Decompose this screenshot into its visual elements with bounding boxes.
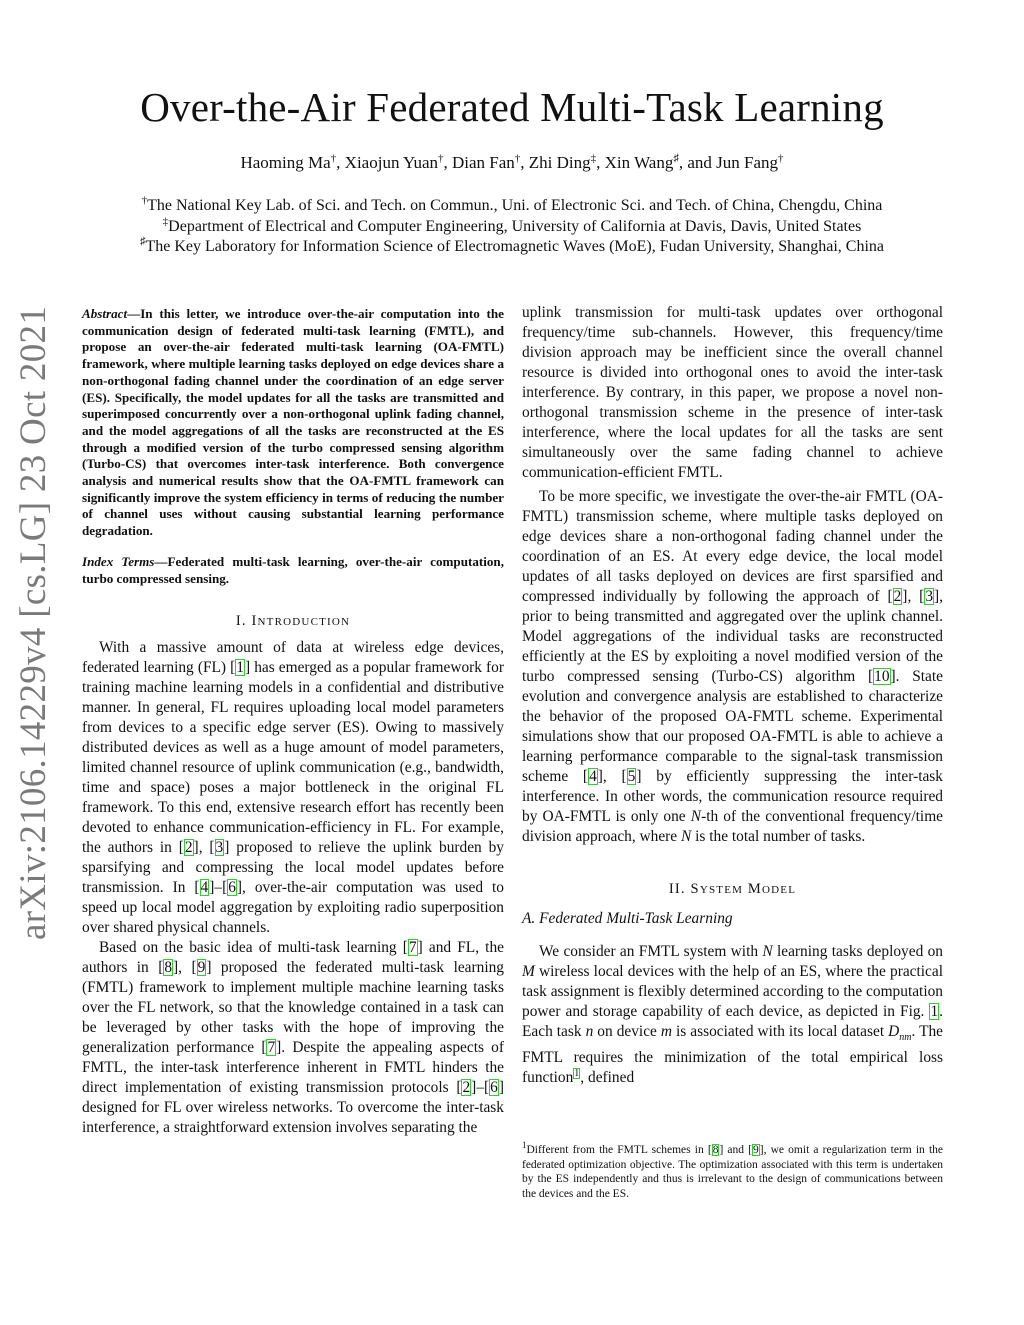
- affiliation: [0, 196, 1024, 217]
- paragraph: We consider an FMTL system with N learning tasks deployed on M wireless local devices with the help of an ES, where the practical task assignment is flexibly determined according to the computation power and storage capability of each device, as depicted in Fig. 1. Each task n on device m is associated with its local dataset $D_{nm}$. The FMTL requires the minimization of the total empirical loss function$^1$, defined: [522, 943, 944, 1087]
- citation-link[interactable]: 6: [490, 1079, 498, 1097]
- abstract-label: Abstract: [82, 306, 128, 321]
- paragraph: Based on the basic idea of multi-task learning [7] and FL, the authors in [8], [9] proposed the federated multi-task learning (FMTL) framework to implement multiple machine learning tasks over the FL network, so that the knowledge contained in a task can be leveraged by other tasks with the hope of improving the generalization performance [7]. Despite the appealing aspects of FMTL, the inter-task interference inherent in FMTL hinders the direct implementation of existing transmission protocols [2]–[6] designed for FL over wireless networks. To overcome the inter-task interference, a straightforward extension involves separating the: [82, 939, 504, 1137]
- footnote-link[interactable]: 1: [574, 1067, 580, 1079]
- conjunction: and: [687, 153, 712, 172]
- affiliations: [0, 196, 1024, 258]
- left-column: [82, 306, 504, 1138]
- affiliation: [0, 217, 1024, 238]
- affil-mark: ‡: [590, 152, 597, 165]
- footnote-mark: 1: [522, 1140, 527, 1151]
- paragraph: To be more specific, we investigate the over-the-air FMTL (OA-FMTL) transmission scheme, where multiple tasks deployed on edge devices share a non-orthogonal fading channel under the coordination of an ES. At every edge device, the local model updates of all tasks deployed on devices are first sparsified and compressed individually by following the approach of [2], [3], prior to being transmitted and aggregated over the uplink channel. Model aggregations of the individual tasks are reconstructed efficiently at the ES by exploiting a novel modified version of the turbo compressed sensing (Turbo-CS) algorithm [10]. State evolution and convergence analysis are established to characterize the behavior of the proposed OA-FMTL scheme. Experimental simulations show that our proposed OA-FMTL is able to achieve a learning performance comparable to the signal-task transmission scheme [4], [5] by efficiently suppressing the inter-task interference. In other words, the communication resource required by OA-FMTL is only one N-th of the conventional frequency/time division approach, where N is the total number of tasks.: [522, 488, 944, 845]
- affiliation-text: The National Key Lab. of Sci. and Tech. on Commun., Uni. of Electronic Sci. and Tech. of China, Chengdu, China: [147, 197, 883, 214]
- affiliation-text: The Key Laboratory for Information Science of Electromagnetic Waves (MoE), Fudan University, Shanghai, China: [145, 238, 884, 255]
- affil-mark: †: [330, 152, 337, 165]
- author-list: Haoming Ma†, Xiaojun Yuan†, Dian Fan†, Zhi Ding‡, Xin Wang♯, and Jun Fang†: [240, 152, 784, 172]
- section-heading-system-model: II. SYSTEM MODEL: [668, 881, 797, 897]
- citation-link[interactable]: 4: [200, 879, 209, 897]
- author: Xiaojun Yuan: [344, 153, 438, 172]
- author: Jun Fang: [716, 153, 779, 172]
- abstract-text: —In this letter, we introduce over-the-air computation into the communication design of federated multi-task learning (FMTL), and propose an over-the-air federated multi-task learning (OA-FMTL) framework, where multiple learning tasks deployed on edge devices share a non-orthogonal fading channel under the coordination of an edge server (ES). Specifically, the model updates for all the tasks are transmitted and superimposed concurrently over a non-orthogonal uplink fading channel, and the model aggregations of all the tasks are reconstructed at the ES through a modified version of the turbo compressed sensing algorithm (Turbo-CS) that overcomes inter-task interference. Both convergence analysis and numerical results show that the OA-FMTL framework can significantly improve the system efficiency in terms of reducing the number of channel uses without causing substantial learning performance degradation.: [82, 306, 504, 539]
- affil-mark: ‡: [162, 215, 169, 228]
- index-terms: [82, 554, 504, 587]
- paragraph: With a massive amount of data at wireless edge devices, federated learning (FL) [1] has emerged as a popular framework for training machine learning models in a confidential and distributive manner. In general, FL requires uploading local model parameters from devices to a specific edge server (ES). Owing to massively distributed devices as well as a huge amount of model parameters, limited channel resource of uplink communication (e.g., bandwidth, time and space) poses a major bottleneck in the original FL framework. To this end, extensive research effort has recently been devoted to enhance communication-efficiency in FL. For example, the authors in [2], [3] proposed to relieve the uplink burden by sparsifying and compressing the local model updates before transmission. In [4]–[6], over-the-air computation was used to speed up local model aggregation by exploiting radio superposition over shared physical channels.: [82, 639, 505, 937]
- citation-link[interactable]: 8: [712, 1144, 719, 1156]
- index-terms-label: Index Terms: [82, 553, 155, 569]
- author: Dian Fan: [452, 153, 515, 172]
- citation-link[interactable]: 8: [164, 959, 173, 977]
- affil-mark: ♯: [673, 152, 679, 165]
- paragraph: uplink transmission for multi-task updates over orthogonal frequency/time sub-channels. However, this frequency/time division approach may be inefficient since the overall channel resource is divided into orthogonal ones to avoid the inter-task interference. By contrary, in this paper, we propose a novel non-orthogonal transmission scheme in the presence of inter-task interference, where the local updates for all the tasks are sent simultaneously over the same fading channel to achieve communication-efficient FMTL.: [522, 304, 943, 481]
- citation-link[interactable]: 4: [589, 768, 597, 785]
- citation-link[interactable]: 2: [462, 1079, 471, 1097]
- affiliation: [0, 237, 1024, 258]
- author: Xin Wang: [604, 153, 674, 172]
- subsection-heading: A. Federated Multi-Task Learning: [522, 910, 733, 927]
- figure-link[interactable]: 1: [930, 1003, 939, 1020]
- footnote: $^1$Different from the FMTL schemes in [8] and [9], we omit a regularization term in the federated optimization objective. The optimization associated with this term is undertaken by the ES independently and thus is irrelevant to the design of communications between the devices and the ES.: [522, 1140, 943, 1200]
- section-heading-introduction: I. INTRODUCTION: [235, 613, 351, 630]
- citation-link[interactable]: 9: [753, 1144, 759, 1156]
- affil-mark: †: [514, 152, 521, 165]
- abstract: [82, 306, 504, 540]
- author: Haoming Ma: [240, 153, 331, 172]
- citation-link[interactable]: 1: [236, 659, 244, 677]
- arxiv-side-stamp: arXiv:2106.14229v4 [cs.LG] 23 Oct 2021: [13, 305, 54, 940]
- citation-link[interactable]: 10: [874, 668, 890, 685]
- citation-link[interactable]: 9: [197, 959, 206, 977]
- citation-link[interactable]: 2: [893, 588, 902, 605]
- paper-title: Over-the-Air Federated Multi-Task Learning: [140, 84, 884, 130]
- citation-link[interactable]: 3: [925, 588, 934, 605]
- affil-mark: †: [438, 152, 444, 165]
- right-column: [522, 303, 943, 1088]
- citation-link[interactable]: 6: [228, 879, 236, 897]
- affiliation-text: Department of Electrical and Computer Engineering, University of California at Davis, Davis, United States: [168, 217, 862, 235]
- affil-mark: ♯: [140, 235, 146, 248]
- index-terms-text: —Federated multi-task learning, over-the-air computation, turbo compressed sensing.: [82, 553, 504, 586]
- citation-link[interactable]: 7: [267, 1039, 276, 1057]
- citation-link[interactable]: 2: [184, 839, 193, 857]
- affil-mark: †: [778, 152, 784, 165]
- citation-link[interactable]: 3: [215, 839, 224, 857]
- affil-mark: †: [141, 194, 148, 207]
- author: Zhi Ding: [528, 153, 591, 172]
- citation-link[interactable]: 7: [408, 939, 417, 957]
- citation-link[interactable]: 5: [627, 768, 636, 785]
